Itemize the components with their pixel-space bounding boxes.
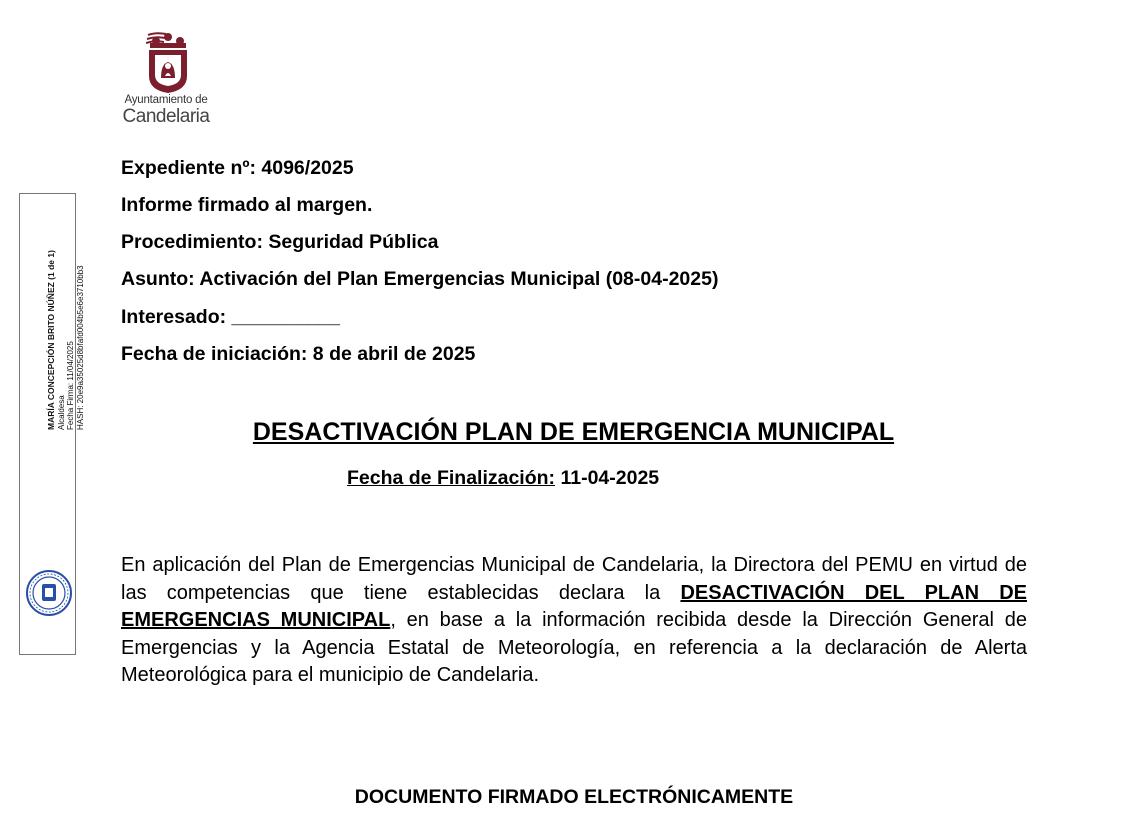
body-part2: , en base a la información recibida desde la Dirección General de Emergencias y la Agencia Estatal de Meteorología, en referencia a la declaración de Alerta Meteorológica para el municipio de Candelaria. bbox=[121, 609, 1027, 686]
body-part1: En aplicación del Plan de Emergencias Municipal de Candelaria, la Directora del PEMU en virtud de las competencias que tiene establecidas declara la bbox=[121, 554, 1027, 604]
procedimiento-line: Procedimiento: Seguridad Pública bbox=[121, 231, 439, 253]
body-emphasis: DESACTIVACIÓN DEL PLAN DE EMERGENCIAS MUNICIPAL bbox=[121, 581, 1027, 631]
interesado-line: Interesado: __________ bbox=[121, 306, 340, 328]
logo-waves-icon bbox=[146, 32, 168, 44]
asunto-line: Asunto: Activación del Plan Emergencias Municipal (08-04-2025) bbox=[121, 268, 719, 290]
signer-role: Alcaldesa bbox=[56, 395, 66, 430]
document-title: DESACTIVACIÓN PLAN DE EMERGENCIA MUNICIPAL bbox=[252, 418, 895, 446]
signature-hash: HASH: 20e9a35025d8bfafd004b5e6e3710bb3 bbox=[75, 265, 85, 430]
fecha-finalizacion bbox=[347, 467, 659, 490]
ayuntamiento-logo bbox=[118, 30, 218, 142]
signature-stamp-text bbox=[47, 250, 85, 430]
expediente-line: Expediente nº: 4096/2025 bbox=[121, 157, 354, 179]
fecha-finalizacion-label: Fecha de Finalización: bbox=[347, 467, 556, 489]
informe-line: Informe firmado al margen. bbox=[121, 194, 373, 216]
body-paragraph bbox=[121, 552, 1027, 690]
signer-name: MARÍA CONCEPCIÓN BRITO NÚÑEZ (1 de 1) bbox=[46, 250, 56, 430]
official-seal-icon bbox=[25, 569, 73, 617]
fecha-finalizacion-value: 11-04-2025 bbox=[555, 467, 660, 489]
fecha-iniciacion-line: Fecha de iniciación: 8 de abril de 2025 bbox=[121, 343, 476, 365]
electronic-signature-note: DOCUMENTO FIRMADO ELECTRÓNICAMENTE bbox=[354, 786, 794, 808]
logo-title: Candelaria bbox=[122, 106, 210, 127]
logo-subtitle: Ayuntamiento de bbox=[124, 94, 208, 106]
signature-date: Fecha Firma: 11/04/2025 bbox=[66, 341, 75, 430]
